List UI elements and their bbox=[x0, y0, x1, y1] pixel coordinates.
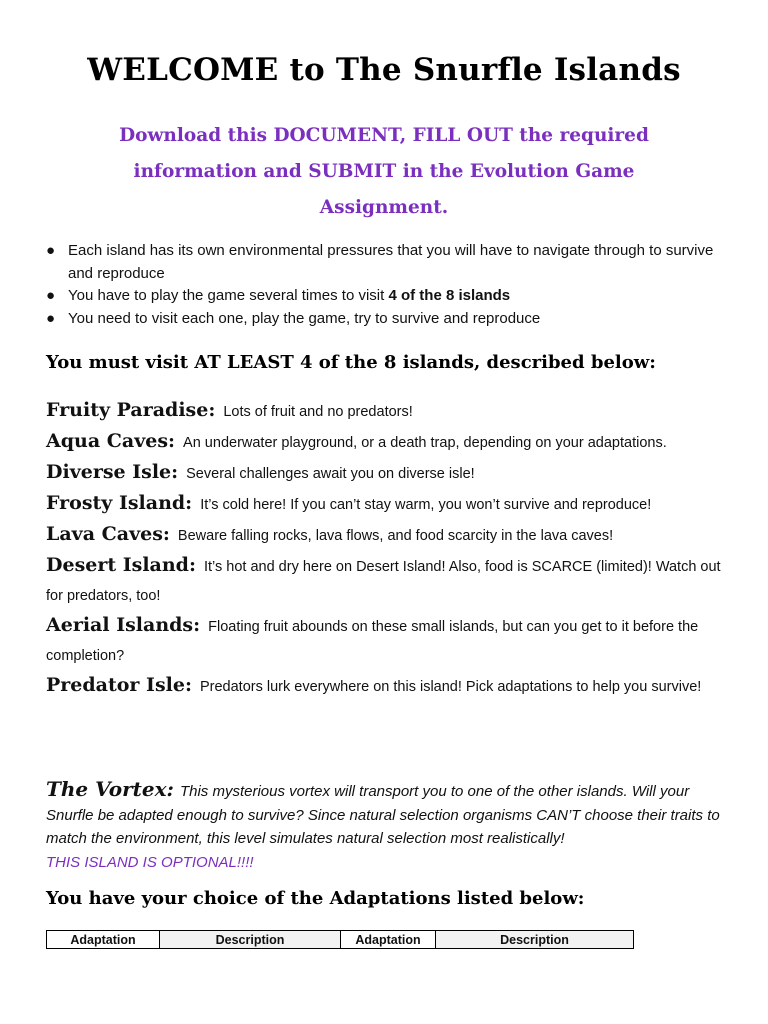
bullet-item bbox=[46, 285, 736, 308]
island-name: Desert Island: bbox=[46, 554, 196, 576]
bullet-dot-icon: ● bbox=[46, 287, 56, 304]
instructions-subtitle bbox=[90, 118, 678, 226]
table-header-row bbox=[47, 931, 634, 949]
table-header-cell: Description bbox=[160, 931, 341, 949]
subtitle-line-2: information and SUBMIT in the Evolution Game bbox=[133, 161, 635, 182]
optional-note: THIS ISLAND IS OPTIONAL!!!! bbox=[46, 853, 254, 871]
island-item bbox=[46, 611, 736, 671]
table-header-cell: Description bbox=[436, 931, 634, 949]
bullet-dot-icon: ● bbox=[46, 242, 56, 259]
island-description: Predators lurk everywhere on this island! Pick adaptations to help you survive! bbox=[199, 679, 702, 695]
island-list bbox=[46, 396, 736, 702]
page-title: WELCOME to The Snurfle Islands bbox=[87, 52, 681, 88]
vortex-section bbox=[46, 778, 736, 874]
bullet-item bbox=[46, 240, 736, 285]
island-item bbox=[46, 671, 736, 702]
island-description: Floating fruit abounds on these small islands, but can you get to it before the completion? bbox=[46, 619, 699, 664]
adaptations-heading: You have your choice of the Adaptations listed below: bbox=[46, 888, 585, 909]
island-description: It’s cold here! If you can’t stay warm, you won’t survive and reproduce! bbox=[200, 497, 652, 513]
island-item bbox=[46, 396, 736, 427]
island-item bbox=[46, 427, 736, 458]
table-header-cell: Adaptation bbox=[341, 931, 436, 949]
island-name: Aerial Islands: bbox=[46, 614, 201, 636]
island-name: Diverse Isle: bbox=[46, 461, 179, 483]
island-description: Lots of fruit and no predators! bbox=[223, 404, 413, 420]
island-item bbox=[46, 458, 736, 489]
bullet-bold-text: 4 of the 8 islands bbox=[388, 287, 511, 304]
bullet-text: Each island has its own environmental pressures that you will have to navigate through to survive and reproduce bbox=[68, 242, 714, 282]
vortex-description: This mysterious vortex will transport you to one of the other islands. Will your Snurfle be adapted enough to survive? Since natural selection organisms CAN’T choose their traits to match the environment, this level simulates natural selection most realistically! bbox=[46, 783, 720, 847]
island-name: Predator Isle: bbox=[46, 674, 192, 696]
island-item bbox=[46, 551, 736, 611]
subtitle-line-3: Assignment. bbox=[319, 197, 449, 218]
island-item bbox=[46, 520, 736, 551]
visit-heading: You must visit AT LEAST 4 of the 8 islands, described below: bbox=[46, 352, 656, 373]
island-name: Lava Caves: bbox=[46, 523, 170, 545]
island-name: Fruity Paradise: bbox=[46, 399, 216, 421]
bullet-dot-icon: ● bbox=[46, 309, 56, 327]
bullet-list bbox=[46, 240, 736, 330]
bullet-item bbox=[46, 308, 736, 331]
subtitle-line-1: Download this DOCUMENT, FILL OUT the required bbox=[119, 125, 649, 146]
island-name: Aqua Caves: bbox=[46, 430, 176, 452]
table-header-cell: Adaptation bbox=[47, 931, 160, 949]
island-description: Several challenges await you on diverse isle! bbox=[186, 466, 475, 482]
bullet-text: You have to play the game several times to visit bbox=[68, 287, 389, 304]
island-item bbox=[46, 489, 736, 520]
island-description: It’s hot and dry here on Desert Island! Also, food is SCARCE (limited)! Watch out for predators, too! bbox=[46, 559, 721, 604]
island-description: Beware falling rocks, lava flows, and food scarcity in the lava caves! bbox=[177, 528, 614, 544]
bullet-text: You need to visit each one, play the game, try to survive and reproduce bbox=[68, 309, 541, 327]
adaptations-table bbox=[46, 930, 634, 949]
island-description: An underwater playground, or a death trap, depending on your adaptations. bbox=[183, 435, 667, 451]
island-name: Frosty Island: bbox=[46, 492, 193, 514]
vortex-name: The Vortex: bbox=[46, 777, 174, 801]
